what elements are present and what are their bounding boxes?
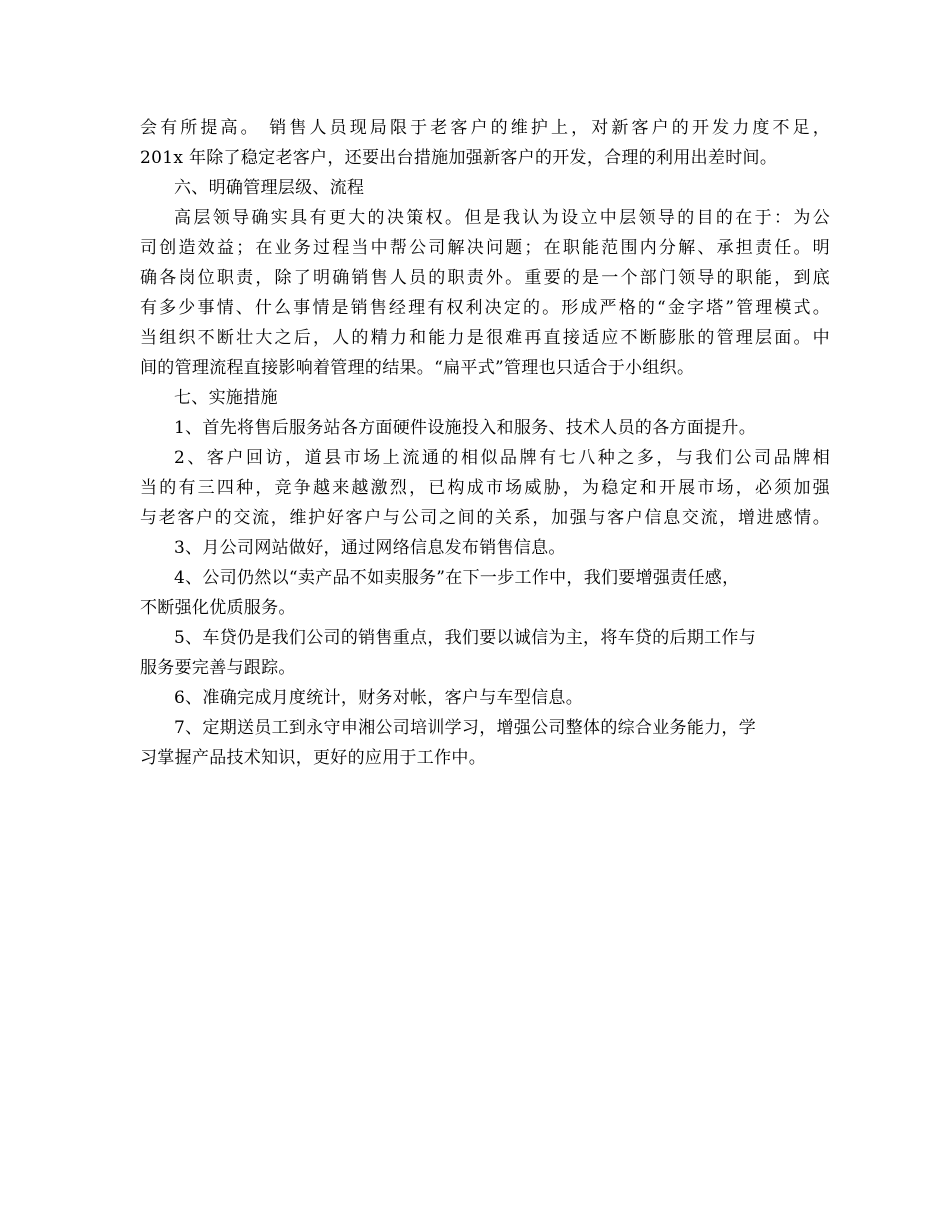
list-item-line: 5、车贷仍是我们公司的销售重点，我们要以诚信为主，将车贷的后期工作与: [174, 628, 757, 648]
paragraph-line: 确各岗位职责，除了明确销售人员的职责外。重要的是一个部门领导的职能，到底: [140, 268, 830, 288]
paragraph-line: 间的管理流程直接影响着管理的结果。“扁平式”管理也只适合于小组织。: [140, 358, 695, 378]
paragraph-line: 会有所提高。 销售人员现局限于老客户的维护上，对新客户的开发力度不足，: [140, 118, 830, 138]
list-item-line: 服务要完善与跟踪。: [140, 658, 296, 678]
paragraph-line: 有多少事情、什么事情是销售经理有权利决定的。形成严格的“金字塔”管理模式。: [140, 298, 830, 318]
section-heading: 六、明确管理层级、流程: [174, 178, 365, 198]
list-item-line: 4、公司仍然以“卖产品不如卖服务”在下一步工作中，我们要增强责任感，: [174, 568, 740, 588]
paragraph-line: 司创造效益；在业务过程当中帮公司解决问题；在职能范围内分解、承担责任。明: [140, 238, 830, 258]
list-item-line: 与老客户的交流，维护好客户与公司之间的关系，加强与客户信息交流，增进感情。: [140, 508, 830, 528]
list-item-line: 7、定期送员工到永守申湘公司培训学习，增强公司整体的综合业务能力，学: [174, 718, 757, 738]
paragraph-line: 当组织不断壮大之后，人的精力和能力是很难再直接适应不断膨胀的管理层面。中: [140, 328, 830, 348]
list-item-line: 6、准确完成月度统计，财务对帐，客户与车型信息。: [174, 688, 584, 708]
list-item-line: 1、首先将售后服务站各方面硬件设施投入和服务、技术人员的各方面提升。: [174, 418, 757, 438]
document-body: [140, 113, 830, 773]
list-item-line: 当的有三四种，竞争越来越激烈，已构成市场威胁，为稳定和开展市场，必须加强: [140, 478, 830, 498]
paragraph-line: 201x 年除了稳定老客户，还要出台措施加强新客户的开发，合理的利用出差时间。: [140, 148, 778, 168]
paragraph-line: 高层领导确实具有更大的决策权。但是我认为设立中层领导的目的在于：为公: [174, 208, 830, 228]
list-item-line: 习掌握产品技术知识，更好的应用于工作中。: [140, 748, 486, 768]
list-item-line: 不断强化优质服务。: [140, 598, 296, 618]
list-item-line: 2、客户回访，道县市场上流通的相似品牌有七八种之多，与我们公司品牌相: [174, 448, 830, 468]
list-item-line: 3、月公司网站做好，通过网络信息发布销售信息。: [174, 538, 566, 558]
section-heading: 七、实施措施: [174, 388, 278, 408]
